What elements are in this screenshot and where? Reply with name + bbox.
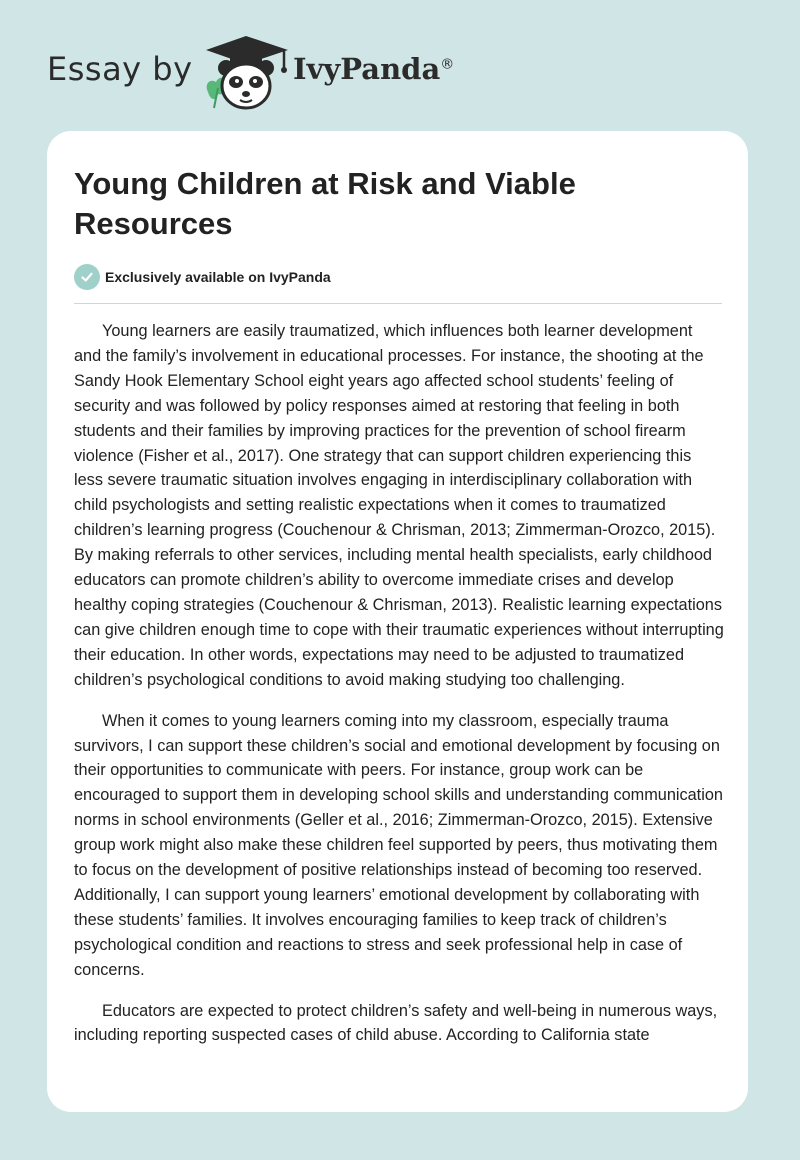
essay-by-label: Essay by	[47, 50, 193, 88]
site-header	[0, 0, 800, 130]
brand-wordmark: IvyPanda	[293, 52, 441, 86]
essay-card	[47, 131, 748, 1112]
essay-title: Young Children at Risk and Viable Resources	[74, 166, 576, 241]
panda-head-icon	[218, 60, 274, 108]
essay-paragraph: Young learners are easily traumatized, which influences both learner development and the family’s involvement in educational processes. For instance, the shooting at the Sandy Hook Elementary School eight years ago affected school students’ feeling of security and was followed by policy responses aimed at restoring that feeling in both students and their families by improving practices for the prevention of school firearm violence (Fisher et al., 2017). One strategy that can support children experiencing this less severe traumatic situation involves engaging in interdisciplinary collaboration with child psychologists and setting realistic expectations when it comes to traumatized children’s learning progress (Couchenour & Chrisman, 2013; Zimmerman-Orozco, 2015). By making referrals to other services, including mental health specialists, early childhood educators can promote children’s ability to overcome immediate crises and develop healthy coping strategies (Couchenour & Chrisman, 2013). Realistic learning expectations can give children enough time to cope with their traumatic experiences without interrupting their education. In other words, expectations may need to be adjusted to traumatized children’s psychological conditions to avoid making studying too challenging.	[74, 322, 724, 689]
registered-mark: ®	[440, 56, 455, 73]
check-icon	[74, 264, 100, 290]
brand-name[interactable]	[293, 52, 454, 86]
essay-paragraph: Educators are expected to protect children’s safety and well-being in numerous ways, including reporting suspected cases of child abuse. According to California state	[74, 1001, 718, 1045]
essay-paragraph: When it comes to young learners coming into my classroom, especially trauma survivors, I can support these children’s social and emotional development by focusing on their opportunities to communicate with peers. For instance, group work can be encouraged to support them in developing school skills and understanding communication norms in school environments (Geller et al., 2016; Zimmerman-Orozco, 2015). Extensive group work might also make these children feel supported by peers, thus motivating them to focus on the development of positive relationships instead of becoming too reserved. Additionally, I can support young learners’ emotional development by collaborating with these students’ families. It involves encouraging families to keep track of children’s psychological condition and reactions to stress and seek professional help in case of concerns.	[74, 711, 723, 979]
essay-body	[74, 319, 724, 1064]
exclusive-badge	[74, 264, 331, 290]
panda-logo-icon[interactable]	[200, 34, 292, 112]
exclusive-badge-label: Exclusively available on IvyPanda	[105, 269, 331, 285]
title-divider	[74, 303, 722, 304]
